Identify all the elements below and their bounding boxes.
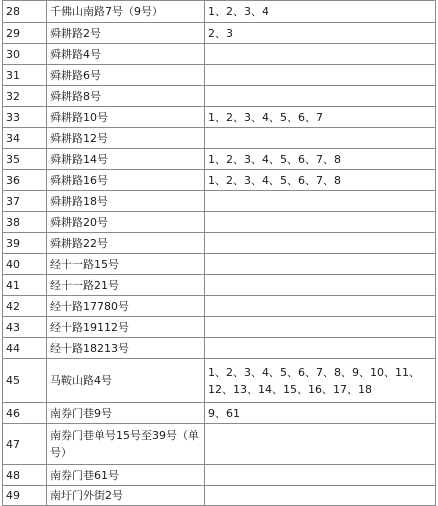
row-number: 38: [3, 212, 47, 233]
table-row: [3, 86, 436, 107]
table-row: [3, 149, 436, 170]
table-row: [3, 44, 436, 65]
table-row: [3, 338, 436, 359]
address-table-body: [3, 1, 436, 506]
address-cell: 舜耕路14号: [47, 149, 205, 170]
units-cell: [205, 212, 436, 233]
table-row: [3, 128, 436, 149]
address-cell: 经十路17780号: [47, 296, 205, 317]
row-number: 45: [3, 359, 47, 403]
row-number: 37: [3, 191, 47, 212]
table-row: [3, 107, 436, 128]
row-number: 48: [3, 465, 47, 486]
units-cell: 1、2、3、4、5、6、7: [205, 107, 436, 128]
units-cell: [205, 296, 436, 317]
row-number: 34: [3, 128, 47, 149]
row-number: 43: [3, 317, 47, 338]
units-cell: [205, 86, 436, 107]
units-cell: 1、2、3、4、5、6、7、8、9、10、11、12、13、14、15、16、17、18: [205, 359, 436, 403]
address-cell: 舜耕路20号: [47, 212, 205, 233]
address-cell: 经十路19112号: [47, 317, 205, 338]
table-row: [3, 1, 436, 23]
address-cell: 马鞍山路4号: [47, 359, 205, 403]
row-number: 46: [3, 403, 47, 424]
table-row: [3, 191, 436, 212]
row-number: 47: [3, 424, 47, 465]
row-number: 29: [3, 23, 47, 44]
address-cell: 舜耕路18号: [47, 191, 205, 212]
units-cell: 1、2、3、4、5、6、7、8: [205, 170, 436, 191]
units-cell: [205, 465, 436, 486]
table-row: [3, 233, 436, 254]
address-cell: 经十一路15号: [47, 254, 205, 275]
table-row: [3, 170, 436, 191]
row-number: 40: [3, 254, 47, 275]
address-cell: 经十路18213号: [47, 338, 205, 359]
address-cell: 舜耕路10号: [47, 107, 205, 128]
units-cell: [205, 65, 436, 86]
row-number: 36: [3, 170, 47, 191]
units-cell: 9、61: [205, 403, 436, 424]
address-table: [2, 0, 436, 506]
units-cell: 1、2、3、4、5、6、7、8: [205, 149, 436, 170]
table-row: [3, 403, 436, 424]
address-cell: 舜耕路16号: [47, 170, 205, 191]
units-cell: [205, 44, 436, 65]
table-row: [3, 296, 436, 317]
units-cell: [205, 275, 436, 296]
address-cell: 千佛山南路7号（9号）: [47, 1, 205, 23]
row-number: 32: [3, 86, 47, 107]
address-cell: 舜耕路4号: [47, 44, 205, 65]
row-number: 49: [3, 486, 47, 506]
row-number: 31: [3, 65, 47, 86]
address-cell: 经十一路21号: [47, 275, 205, 296]
units-cell: 2、3: [205, 23, 436, 44]
table-row: [3, 65, 436, 86]
address-cell: 舜耕路22号: [47, 233, 205, 254]
address-cell: 舜耕路8号: [47, 86, 205, 107]
units-cell: [205, 128, 436, 149]
table-row: [3, 254, 436, 275]
address-cell: 南券门巷61号: [47, 465, 205, 486]
row-number: 30: [3, 44, 47, 65]
units-cell: [205, 424, 436, 465]
address-cell: 舜耕路2号: [47, 23, 205, 44]
units-cell: 1、2、3、4: [205, 1, 436, 23]
row-number: 42: [3, 296, 47, 317]
units-cell: [205, 486, 436, 506]
units-cell: [205, 338, 436, 359]
units-cell: [205, 191, 436, 212]
address-cell: 舜耕路6号: [47, 65, 205, 86]
table-row: [3, 275, 436, 296]
units-cell: [205, 254, 436, 275]
table-row: [3, 317, 436, 338]
table-row: [3, 23, 436, 44]
address-cell: 舜耕路12号: [47, 128, 205, 149]
table-row: [3, 486, 436, 506]
table-row: [3, 212, 436, 233]
address-cell: 南券门巷9号: [47, 403, 205, 424]
table-row: [3, 465, 436, 486]
table-row: [3, 359, 436, 403]
row-number: 28: [3, 1, 47, 23]
units-cell: [205, 317, 436, 338]
units-cell: [205, 233, 436, 254]
row-number: 41: [3, 275, 47, 296]
row-number: 44: [3, 338, 47, 359]
address-cell: 南圩门外街2号: [47, 486, 205, 506]
table-row: [3, 424, 436, 465]
address-cell: 南券门巷单号15号至39号（单号）: [47, 424, 205, 465]
row-number: 39: [3, 233, 47, 254]
row-number: 33: [3, 107, 47, 128]
row-number: 35: [3, 149, 47, 170]
